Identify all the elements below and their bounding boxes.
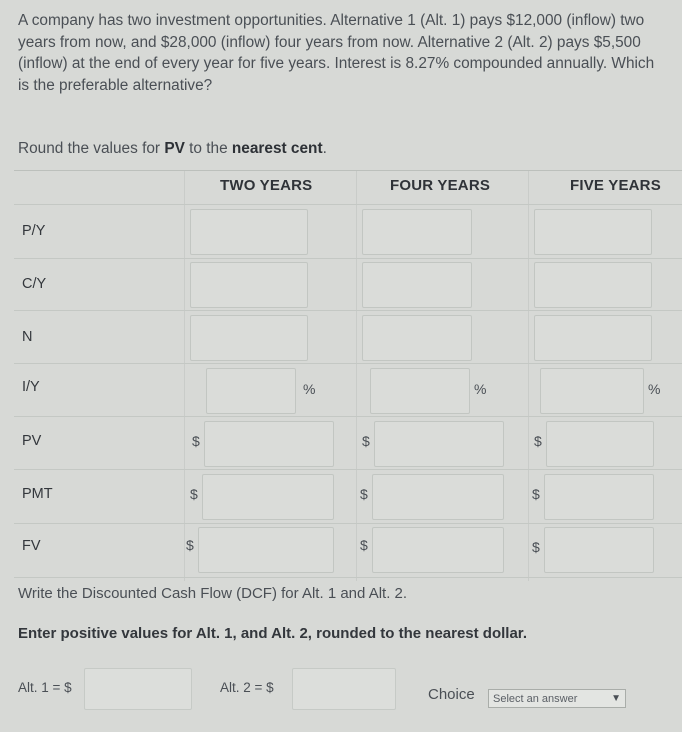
percent-sign: % — [648, 381, 661, 397]
col-header-four-years: FOUR YEARS — [390, 177, 491, 194]
problem-statement: A company has two investment opportunities. Alternative 1 (Alt. 1) pays $12,000 (inflow) two years from now, and $28,000 (inflow) four years from now. Alternative 2 (Alt. 2) pays $5,500 (inflow) at the end of every year for five years. Interest is 8.27% compounded annually. Which is the preferable alternative? — [18, 12, 655, 94]
input-cy-four-years[interactable] — [362, 262, 472, 308]
input-n-two-years[interactable] — [190, 315, 308, 361]
row-label-pmt: PMT — [22, 486, 53, 502]
input-py-five-years[interactable] — [534, 209, 652, 255]
tvm-table — [14, 170, 682, 580]
input-fv-two-years[interactable] — [198, 527, 334, 573]
choice-label: Choice — [428, 686, 475, 703]
row-divider — [14, 258, 682, 259]
input-py-four-years[interactable] — [362, 209, 472, 255]
column-divider — [184, 171, 185, 581]
column-divider — [528, 171, 529, 581]
input-pv-two-years[interactable] — [204, 421, 334, 467]
col-header-five-years: FIVE YEARS — [570, 177, 661, 194]
dollar-sign: $ — [532, 486, 540, 502]
alt2-input[interactable] — [292, 668, 396, 710]
dollar-sign: $ — [362, 433, 370, 449]
input-cy-two-years[interactable] — [190, 262, 308, 308]
row-label-iy: I/Y — [22, 379, 40, 395]
positive-values-instruction: Enter positive values for Alt. 1, and Alt. 2, rounded to the nearest dollar. — [18, 625, 527, 642]
alt2-label: Alt. 2 = $ — [220, 680, 274, 695]
row-divider — [14, 204, 682, 205]
percent-sign: % — [303, 381, 316, 397]
round-middle: to the — [184, 140, 232, 157]
dollar-sign: $ — [534, 433, 542, 449]
input-fv-four-years[interactable] — [372, 527, 504, 573]
input-pv-five-years[interactable] — [546, 421, 654, 467]
input-pmt-five-years[interactable] — [544, 474, 654, 520]
round-bold-nearest-cent: nearest cent — [231, 140, 323, 157]
input-n-five-years[interactable] — [534, 315, 652, 361]
input-pmt-four-years[interactable] — [372, 474, 504, 520]
round-prefix: Round the values for — [18, 140, 165, 157]
input-pmt-two-years[interactable] — [202, 474, 334, 520]
col-header-two-years: TWO YEARS — [220, 177, 313, 194]
alt1-label: Alt. 1 = $ — [18, 680, 72, 695]
input-n-four-years[interactable] — [362, 315, 472, 361]
row-divider — [14, 363, 682, 364]
input-pv-four-years[interactable] — [374, 421, 504, 467]
row-divider — [14, 469, 682, 470]
row-label-py: P/Y — [22, 223, 46, 239]
alt1-input[interactable] — [84, 668, 192, 710]
dollar-sign: $ — [192, 433, 200, 449]
dollar-sign: $ — [360, 537, 368, 553]
dollar-sign: $ — [190, 486, 198, 502]
column-divider — [356, 171, 357, 581]
chevron-down-icon: ▼ — [611, 693, 621, 704]
input-cy-five-years[interactable] — [534, 262, 652, 308]
input-iy-two-years[interactable] — [206, 368, 296, 414]
row-divider — [14, 577, 682, 578]
dollar-sign: $ — [360, 486, 368, 502]
input-fv-five-years[interactable] — [544, 527, 654, 573]
percent-sign: % — [474, 381, 487, 397]
dollar-sign: $ — [532, 539, 540, 555]
rounding-instruction — [18, 140, 327, 158]
row-divider — [14, 310, 682, 311]
choice-select[interactable] — [488, 689, 626, 708]
choice-select-value: Select an answer — [493, 692, 578, 705]
row-divider — [14, 416, 682, 417]
row-label-pv: PV — [22, 433, 42, 449]
row-label-fv: FV — [22, 538, 41, 554]
dcf-instruction: Write the Discounted Cash Flow (DCF) for Alt. 1 and Alt. 2. — [18, 585, 408, 602]
round-bold-pv: PV — [164, 140, 185, 157]
input-iy-four-years[interactable] — [370, 368, 470, 414]
row-label-cy: C/Y — [22, 276, 47, 292]
input-iy-five-years[interactable] — [540, 368, 644, 414]
input-py-two-years[interactable] — [190, 209, 308, 255]
row-divider — [14, 523, 682, 524]
round-suffix: . — [322, 140, 327, 157]
dollar-sign: $ — [186, 537, 194, 553]
row-label-n: N — [22, 329, 33, 345]
